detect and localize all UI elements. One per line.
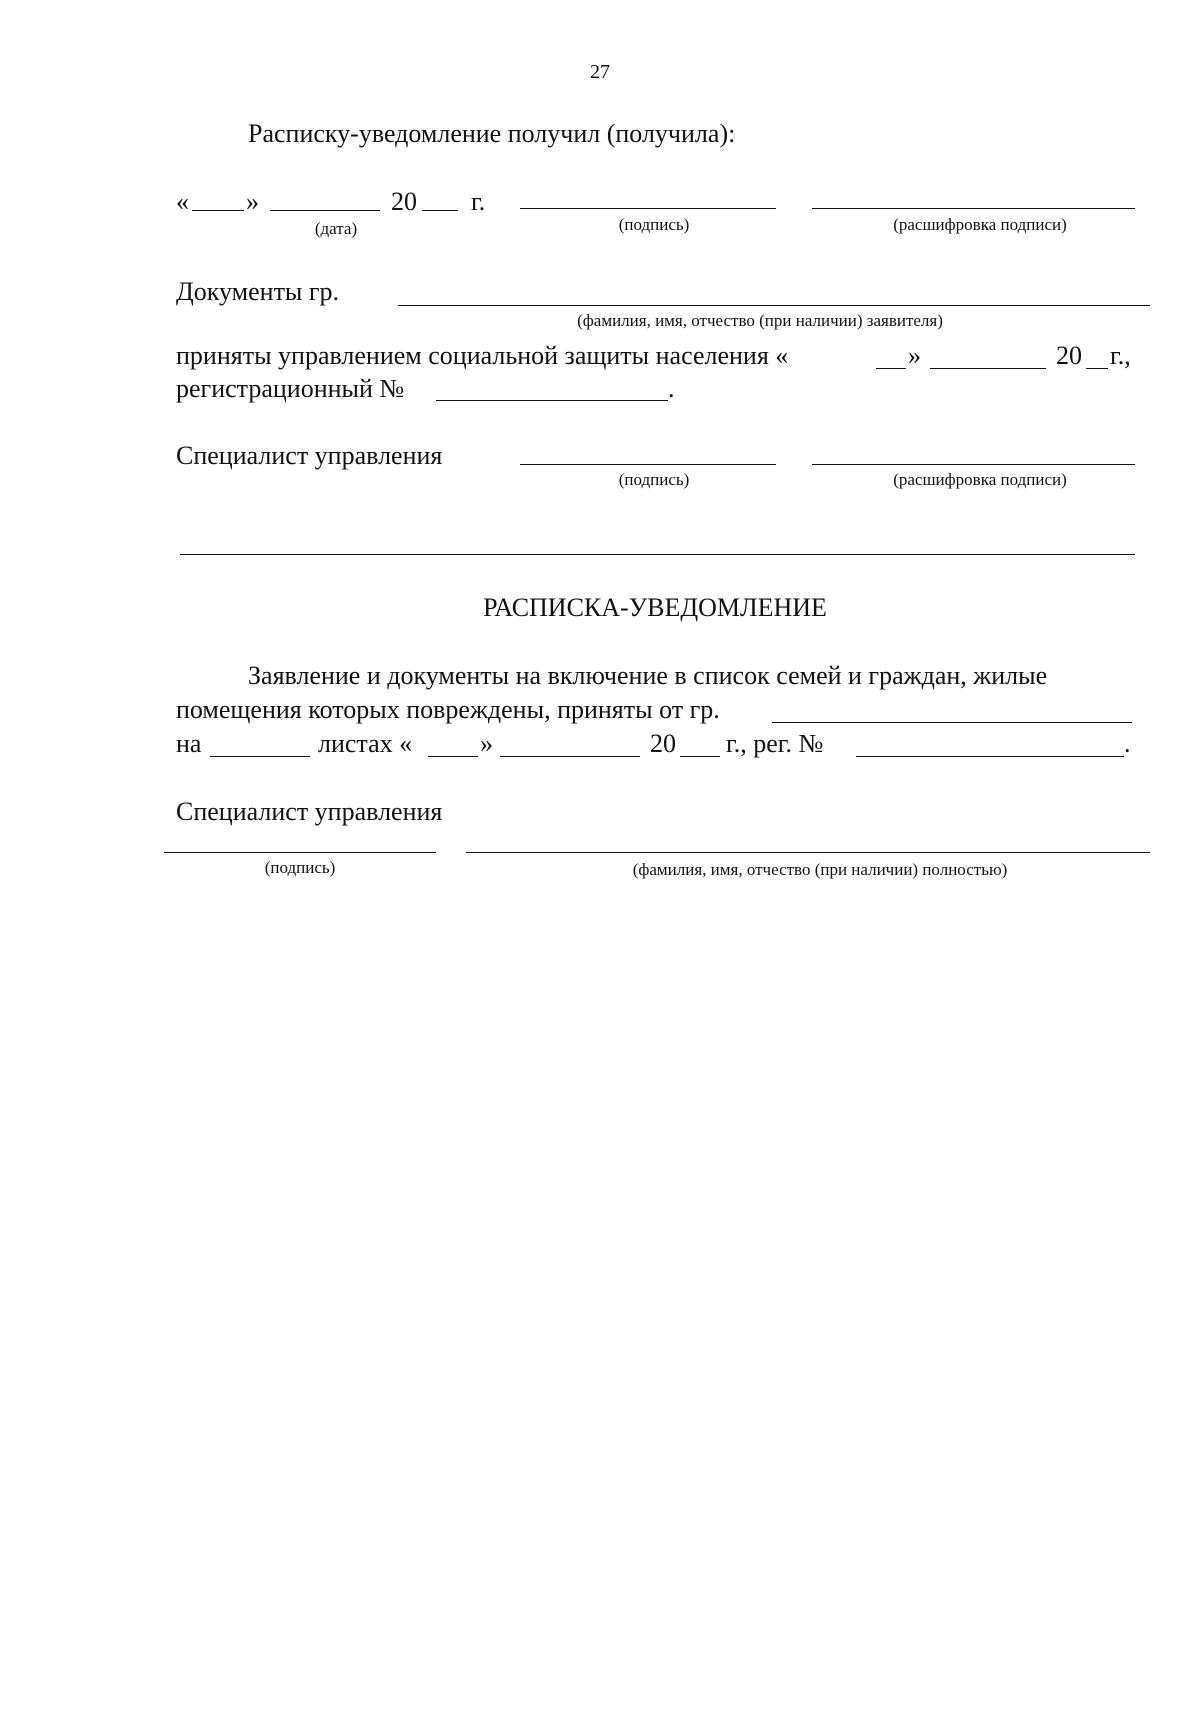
notice-applicant-line[interactable] (772, 722, 1132, 723)
specialist-decoding-line-top[interactable] (812, 464, 1135, 465)
date-year-suffix: г. (471, 187, 486, 216)
notice-month-blank[interactable] (500, 756, 640, 757)
date-year-prefix: 20 (391, 187, 417, 216)
caption-specialist-fullname-bottom: (фамилия, имя, отчество (при наличии) полностью) (632, 860, 1008, 879)
notice-reg-number-line[interactable] (856, 756, 1124, 757)
notice-on-label: на (176, 729, 202, 758)
date-year-blank[interactable] (422, 210, 458, 211)
accepted-day-blank[interactable] (876, 368, 906, 369)
registration-label: регистрационный № (176, 374, 405, 403)
notice-line-2: помещения которых повреждены, приняты от гр. (176, 695, 720, 724)
accepted-month-blank[interactable] (930, 368, 1046, 369)
date-quote-close: » (246, 187, 259, 216)
notice-day-blank[interactable] (428, 756, 478, 757)
accepted-text: приняты управлением социальной защиты населения « (176, 341, 789, 370)
applicant-name-line[interactable] (398, 305, 1150, 306)
accepted-year-suffix: г., (1110, 341, 1131, 370)
notice-year-prefix: 20 (650, 729, 676, 758)
receipt-heading: Расписку-уведомление получил (получила): (248, 119, 736, 148)
registration-number-line[interactable] (436, 400, 668, 401)
documents-label: Документы гр. (176, 277, 340, 306)
notice-sheets-blank[interactable] (210, 756, 310, 757)
caption-specialist-signature-top: (подпись) (618, 470, 690, 489)
specialist-label-top: Специалист управления (176, 441, 443, 470)
decoding-line-top[interactable] (812, 208, 1135, 209)
specialist-fullname-line-bottom[interactable] (466, 852, 1150, 853)
notice-quote-close: » (480, 729, 493, 758)
signature-line-top[interactable] (520, 208, 776, 209)
specialist-label-bottom: Специалист управления (176, 797, 443, 826)
specialist-signature-line-top[interactable] (520, 464, 776, 465)
accepted-quote-close: » (908, 341, 921, 370)
page-number: 27 (590, 61, 610, 83)
notice-year-blank[interactable] (680, 756, 720, 757)
caption-specialist-decoding-top: (расшифровка подписи) (893, 470, 1067, 489)
caption-signature-top: (подпись) (618, 215, 690, 234)
caption-decoding-top: (расшифровка подписи) (893, 215, 1067, 234)
cut-line (180, 554, 1135, 555)
date-month-blank[interactable] (270, 210, 380, 211)
notice-line-1: Заявление и документы на включение в список семей и граждан, жилые (248, 661, 1048, 690)
notice-title: РАСПИСКА-УВЕДОМЛЕНИЕ (483, 593, 827, 622)
notice-period: . (1124, 729, 1131, 758)
accepted-year-prefix: 20 (1056, 341, 1082, 370)
notice-sheets-label: листах « (318, 729, 413, 758)
date-quote-open: « (176, 187, 189, 216)
date-day-blank[interactable] (192, 210, 244, 211)
caption-date: (дата) (314, 219, 358, 238)
caption-applicant: (фамилия, имя, отчество (при наличии) заявителя) (577, 311, 943, 330)
accepted-year-blank[interactable] (1086, 368, 1108, 369)
notice-reg-label: г., рег. № (726, 729, 824, 758)
specialist-signature-line-bottom[interactable] (164, 852, 436, 853)
registration-period: . (668, 374, 675, 403)
caption-specialist-signature-bottom: (подпись) (264, 858, 336, 877)
